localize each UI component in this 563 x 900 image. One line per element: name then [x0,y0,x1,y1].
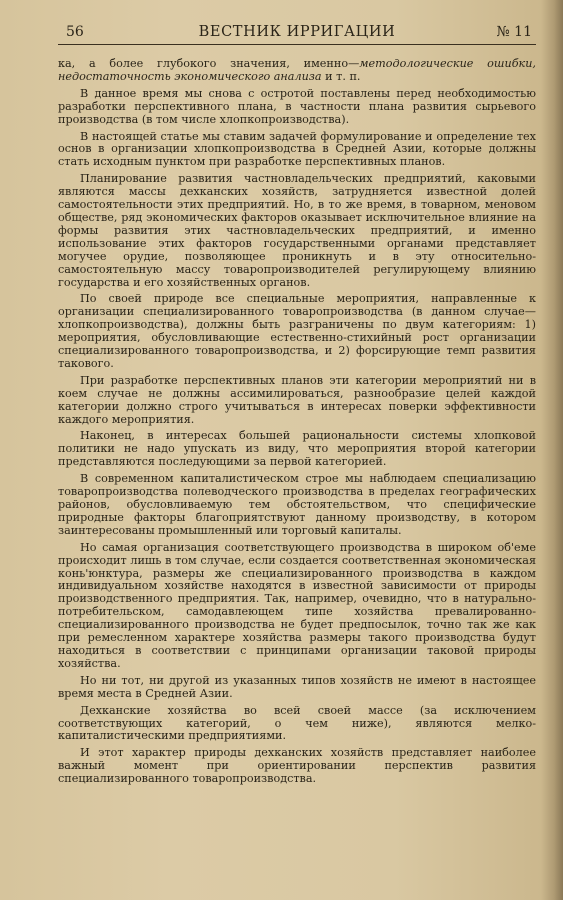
paragraph: Но ни тот, ни другой из указанных типов хозяйств не имеют в настоящее время места в Средней Азии. [58,673,536,700]
italic-emphasis: методологические ошибки, недостаточность экономического анализа [58,57,536,83]
page-number: 56 [66,24,84,40]
paragraph: И этот характер природы дехканских хозяйств представляет наиболее важный момент при ориентировании перспектив развития специализированного товаропроизводства. [58,746,536,786]
running-header [58,22,536,45]
paragraph: Наконец, в интересах большей рациональности системы хлопковой политики не надо упускать из виду, что мероприятия второй категории представляются последующими за первой категорией. [58,429,536,469]
page-spine-shadow [541,0,563,900]
journal-title: ВЕСТНИК ИРРИГАЦИИ [198,24,396,40]
issue-number: № 11 [496,24,532,40]
paragraph-continued [58,58,536,84]
paragraph: В настоящей статье мы ставим задачей формулирование и определение тех основ в организации хлопкопроизводства в Средней Азии, которые должны стать исходным пунктом при разработке перспективных планов. [58,129,536,169]
paragraph: В современном капиталистическом строе мы наблюдаем специализацию товаропроизводства полеводческого производства в пределах географических районов, обусловливаемую тем обстоятельством, что специфические природные факторы благоприятствуют данному производству, в котором заинтересованы промышленный или торговый капиталы. [58,472,536,537]
paragraph-text: и т. п. [321,69,361,83]
paragraph: Но самая организация соответствующего производства в широком об'еме происходит лишь в том случае, если создается соответственная экономическая конь'юнктура, размеры же специализированного производства в каждом индивидуальном хозяйстве находятся в известной зависимости от природы производственного предприятия. Так, например, очевидно, что в натурально-потребительском, самодавлеющем типе хозяйства превалированно-специализированного производства не будет предпосылок, точно так же как при ремесленном характере хозяйства размеры такого производства будут находиться в соответствии с принципами организации таковой природы хозяйства. [58,540,536,670]
paragraph: Планирование развития частновладельческих предприятий, каковыми являются массы дехканских хозяйств, затрудняется известной долей самостоятельности этих предприятий. Но, в то же время, в товарном, меновом обществе, ряд экономических факторов оказывает исключительное влияние на формы развития этих частновладельческих предприятий, и именно использование этих факторов государственными органами представляет могучее орудие, позволяющее проникнуть и в эту относительно-самостоятельную массу товаропроизводителей регулирующему влиянию государства и его хозяйственных органов. [58,172,536,289]
paragraph: Дехканские хозяйства во всей своей массе (за исключением соответствующих категорий, о чем ниже), являются мелко-капиталистическими предприятиями. [58,703,536,743]
article-body [58,58,536,790]
paragraph: В данное время мы снова с остротой поставлены перед необходимостью разработки перспективного плана, в частности плана развития сырьевого производства (в том числе хлопкопроизводства). [58,86,536,126]
paragraph: При разработке перспективных планов эти категории мероприятий ни в коем случае не должны ассимилироваться, разнообразие целей каждой категории должно строго учитываться в интересах поверки эффективности каждого мероприятия. [58,373,536,426]
paragraph: По своей природе все специальные мероприятия, направленные к организации специализированного товаропроизводства (в данном случае—хлопкопроизводства), должны быть разграничены по двум категориям: 1) мероприятия, обусловливающие естественно-стихийный рост организации специализированного товаропроизводства, и 2) форсирующие темп развития такового. [58,292,536,370]
paragraph-text: ка, а более глубокого значения, именно— [58,57,360,70]
